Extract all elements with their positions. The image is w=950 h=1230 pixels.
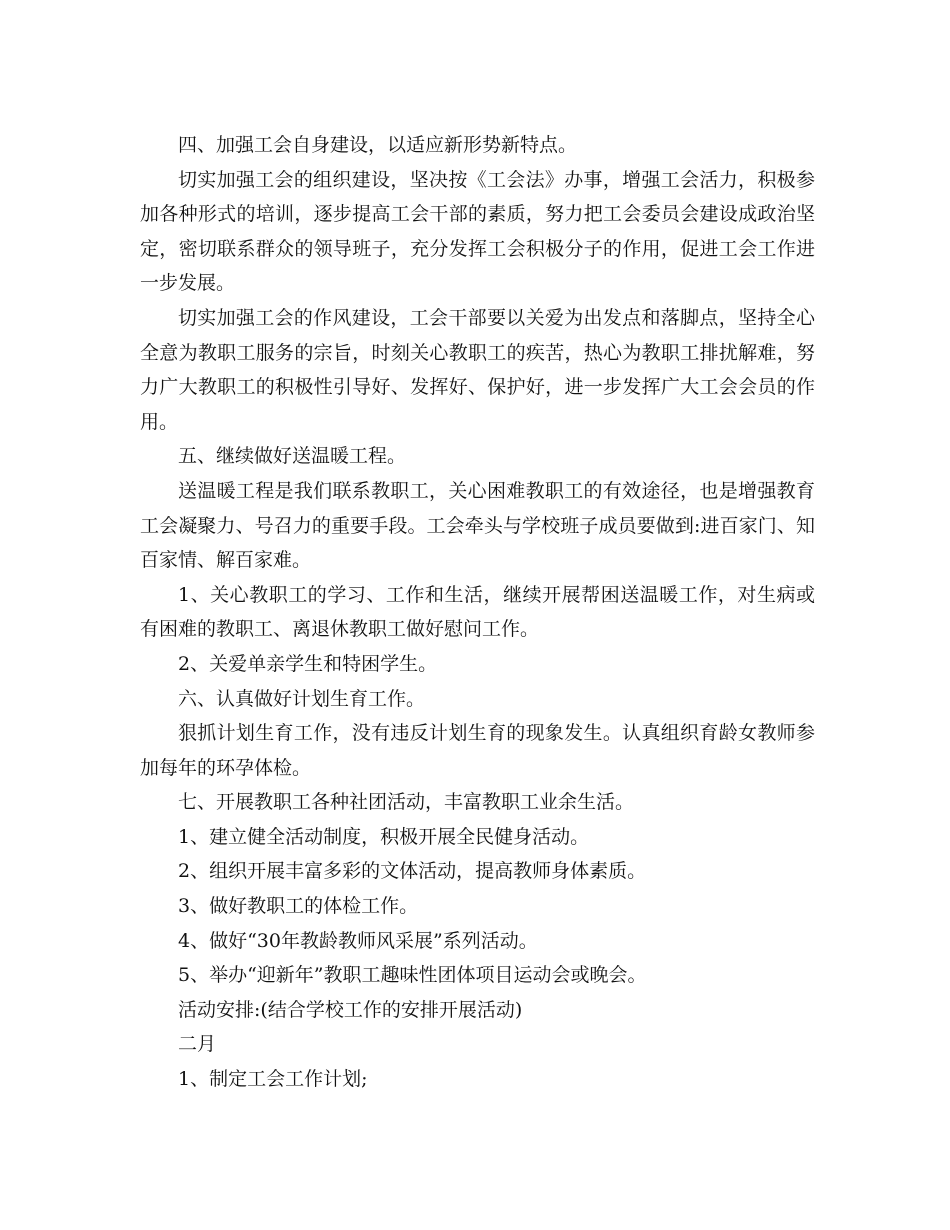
list-item: 3、做好教职工的体检工作。 [178,895,419,918]
list-item: 2、组织开展丰富多彩的文体活动，提高教师身体素质。 [178,860,647,883]
list-item: 4、做好“30年教龄教师风采展”系列活动。 [178,929,538,952]
list-item: 2、关爱单亲学生和特困学生。 [178,652,438,675]
paragraph-family-planning: 狠抓计划生育工作，没有违反计划生育的现象发生。认真组织育龄女教师参加每年的环孕体检。 [140,722,815,779]
paragraph-warmth-project: 送温暖工程是我们联系教职工，关心困难教职工的有效途径，也是增强教育工会凝聚力、号召力的重要手段。工会牵头与学校班子成员要做到:进百家门、知百家情、解百家难。 [140,479,815,572]
document-body [140,128,815,1097]
paragraph-organization: 切实加强工会的组织建设，坚决按《工会法》办事，增强工会活力，积极参加各种形式的培训，逐步提高工会干部的素质，努力把工会委员会建设成政治坚定，密切联系群众的领导班子，充分发挥工会积极分子的作用，促进工会工作进一步发展。 [140,168,815,295]
activity-schedule-heading: 活动安排:(结合学校工作的安排开展活动) [178,998,523,1021]
list-item: 1、制定工会工作计划; [178,1068,368,1091]
list-item: 1、关心教职工的学习、工作和生活，继续开展帮困送温暖工作，对生病或有困难的教职工、离退休教职工做好慰问工作。 [140,583,815,641]
section-heading-4: 四、加强工会自身建设，以适应新形势新特点。 [178,134,578,156]
section-heading-6: 六、认真做好计划生育工作。 [178,687,426,710]
list-item: 5、举办“迎新年”教职工趣味性团体项目运动会或晚会。 [178,964,647,987]
month-heading: 二月 [178,1033,217,1056]
section-heading-5: 五、继续做好送温暖工程。 [178,445,407,468]
section-heading-7: 七、开展教职工各种社团活动，丰富教职工业余生活。 [178,791,635,814]
paragraph-work-style: 切实加强工会的作风建设，工会干部要以关爱为出发点和落脚点，坚持全心全意为教职工服务的宗旨，时刻关心教职工的疾苦，热心为教职工排扰解难，努力广大教职工的积极性引导好、发挥好、保护好，进一步发挥广大工会会员的作用。 [140,306,815,433]
list-item: 1、建立健全活动制度，积极开展全民健身活动。 [178,825,590,848]
